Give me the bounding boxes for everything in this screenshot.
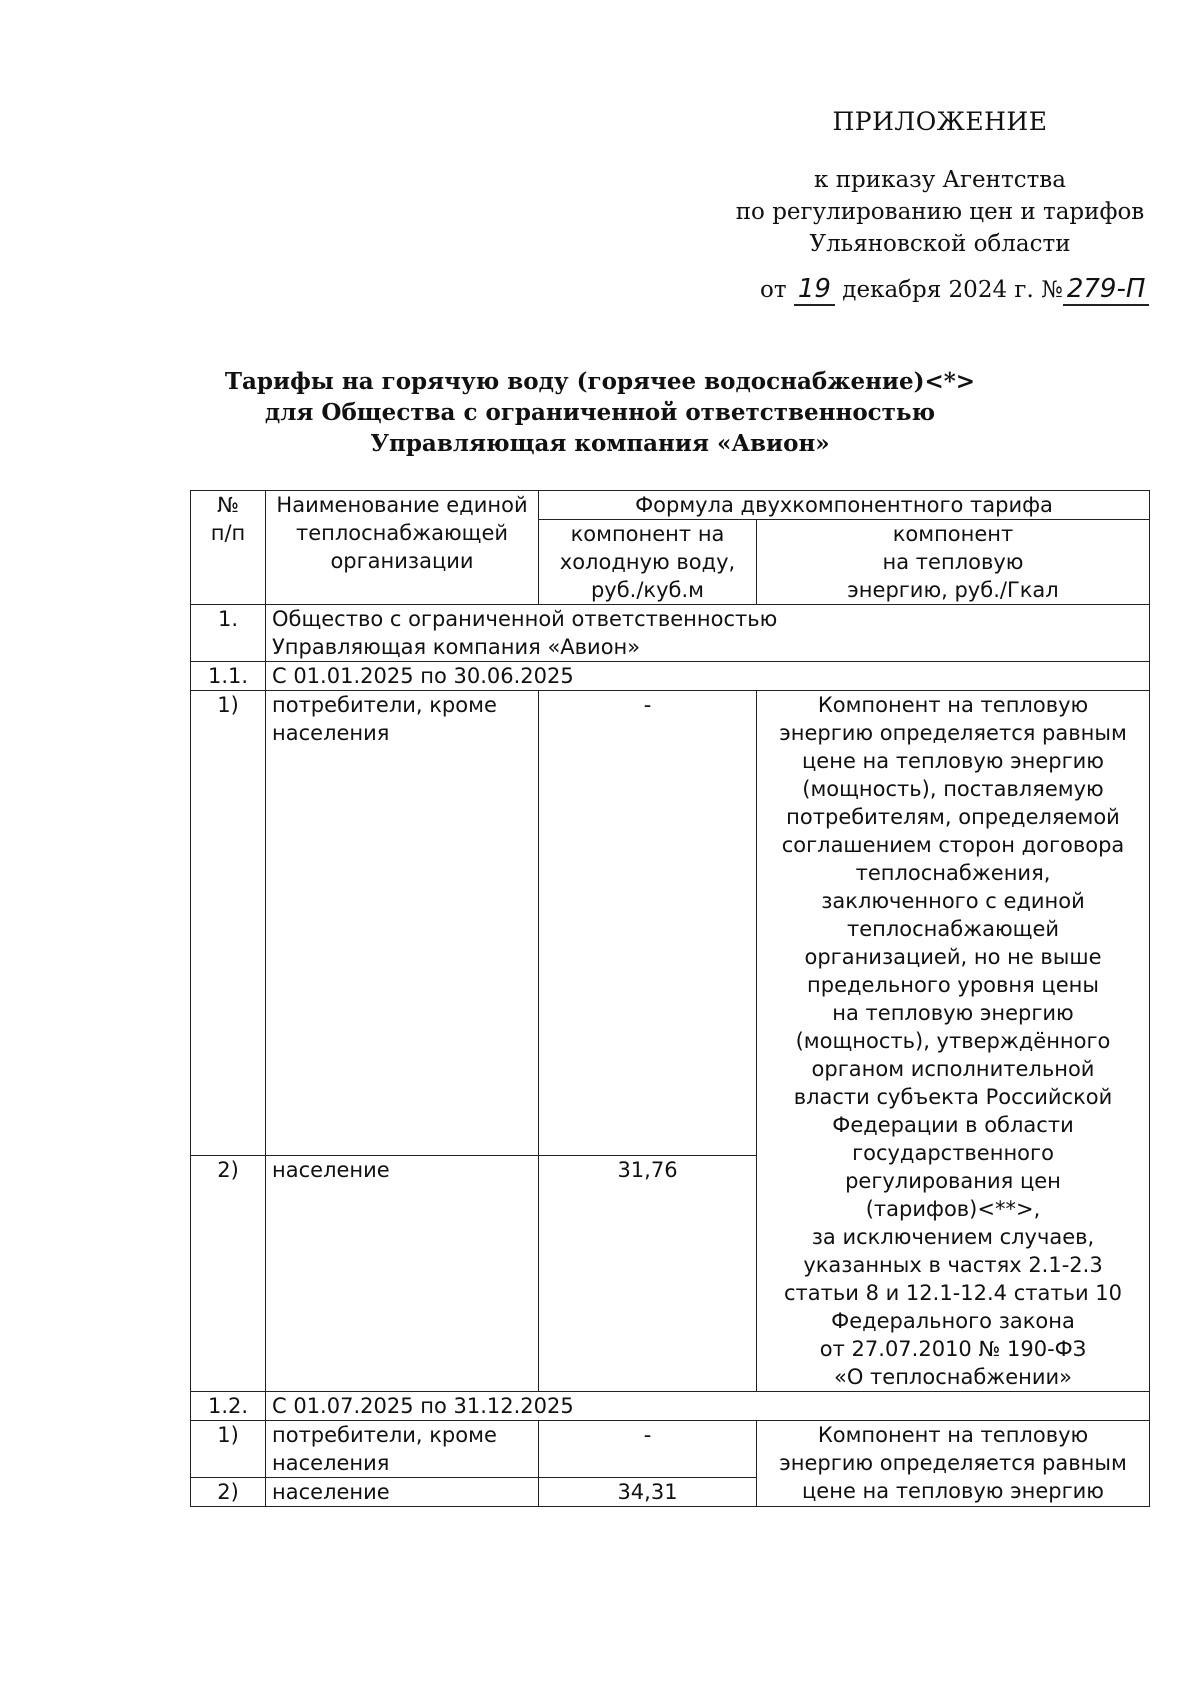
- appendix-title: ПРИЛОЖЕНИЕ: [832, 107, 1048, 136]
- header-num: № п/п: [191, 491, 266, 605]
- p1-row2-cold: 31,76: [539, 1155, 757, 1391]
- title-line-3: Управляющая компания «Авион»: [370, 430, 830, 457]
- p2-row1-cold: -: [539, 1421, 757, 1478]
- order-day: 19: [794, 274, 835, 306]
- p1-row2-name: население: [266, 1155, 539, 1391]
- p2-heat-component: Компонент на тепловую энергию определяется равным цене на тепловую энергию: [757, 1421, 1150, 1507]
- p2-row1-num: 1): [191, 1421, 266, 1478]
- header-line-3: Ульяновской области: [809, 231, 1071, 257]
- header-heat-energy: компонент на тепловую энергию, руб./Гкал: [757, 520, 1150, 605]
- document-title: [200, 366, 1000, 459]
- p1-row2-num: 2): [191, 1155, 266, 1391]
- p2-row2-cold: 34,31: [539, 1478, 757, 1507]
- period-2-label: С 01.07.2025 по 31.12.2025: [266, 1392, 1150, 1421]
- header-cold-water: компонент на холодную воду, руб./куб.м: [539, 520, 757, 605]
- table-row: [191, 1421, 1150, 1478]
- header-line-2: по регулированию цен и тарифов: [735, 199, 1145, 225]
- header-formula: Формула двухкомпонентного тарифа: [539, 491, 1150, 520]
- order-prefix: от: [760, 277, 787, 303]
- order-reference: [760, 274, 1149, 304]
- table-row: [191, 1392, 1150, 1421]
- order-number: 279-П: [1063, 274, 1150, 306]
- p1-row1-num: 1): [191, 691, 266, 1156]
- header-line-1: к приказу Агентства: [814, 167, 1066, 193]
- title-line-1: Тарифы на горячую воду (горячее водоснабжение)<*>: [224, 368, 976, 395]
- p1-heat-component: Компонент на тепловую энергию определяется равным цене на тепловую энергию (мощность), поставляемую потребителям, определяемой соглашением сторон договора теплоснабжения, заключенного с единой теплоснабжающей организацией, но не выше предельного уровня цены на тепловую энергию (мощность), утверждённого органом исполнительной власти субъекта Российской Федерации в области государственного регулирования цен (тарифов)<**>, за исключением случаев, указанных в частях 2.1-2.3 статьи 8 и 12.1-12.4 статьи 10 Федерального закона от 27.07.2010 № 190-ФЗ «О теплоснабжении»: [757, 691, 1150, 1392]
- tariff-table: [190, 490, 1150, 1507]
- p2-row2-name: население: [266, 1478, 539, 1507]
- p1-row1-cold: -: [539, 691, 757, 1156]
- header-org-name: Наименование единой теплоснабжающей организации: [266, 491, 539, 605]
- order-date: декабря 2024 г. №: [842, 277, 1063, 303]
- table-row: [191, 605, 1150, 662]
- p1-row1-name: потребители, кроме населения: [266, 691, 539, 1156]
- table-row: [191, 662, 1150, 691]
- p2-row2-num: 2): [191, 1478, 266, 1507]
- org-num: 1.: [191, 605, 266, 662]
- p2-row1-name: потребители, кроме населения: [266, 1421, 539, 1478]
- period-2-num: 1.2.: [191, 1392, 266, 1421]
- period-1-label: С 01.01.2025 по 30.06.2025: [266, 662, 1150, 691]
- table-row: [191, 691, 1150, 1156]
- org-name: Общество с ограниченной ответственностью Управляющая компания «Авион»: [266, 605, 1150, 662]
- title-line-2: для Общества с ограниченной ответственностью: [264, 399, 936, 426]
- table-header-row: [191, 491, 1150, 520]
- period-1-num: 1.1.: [191, 662, 266, 691]
